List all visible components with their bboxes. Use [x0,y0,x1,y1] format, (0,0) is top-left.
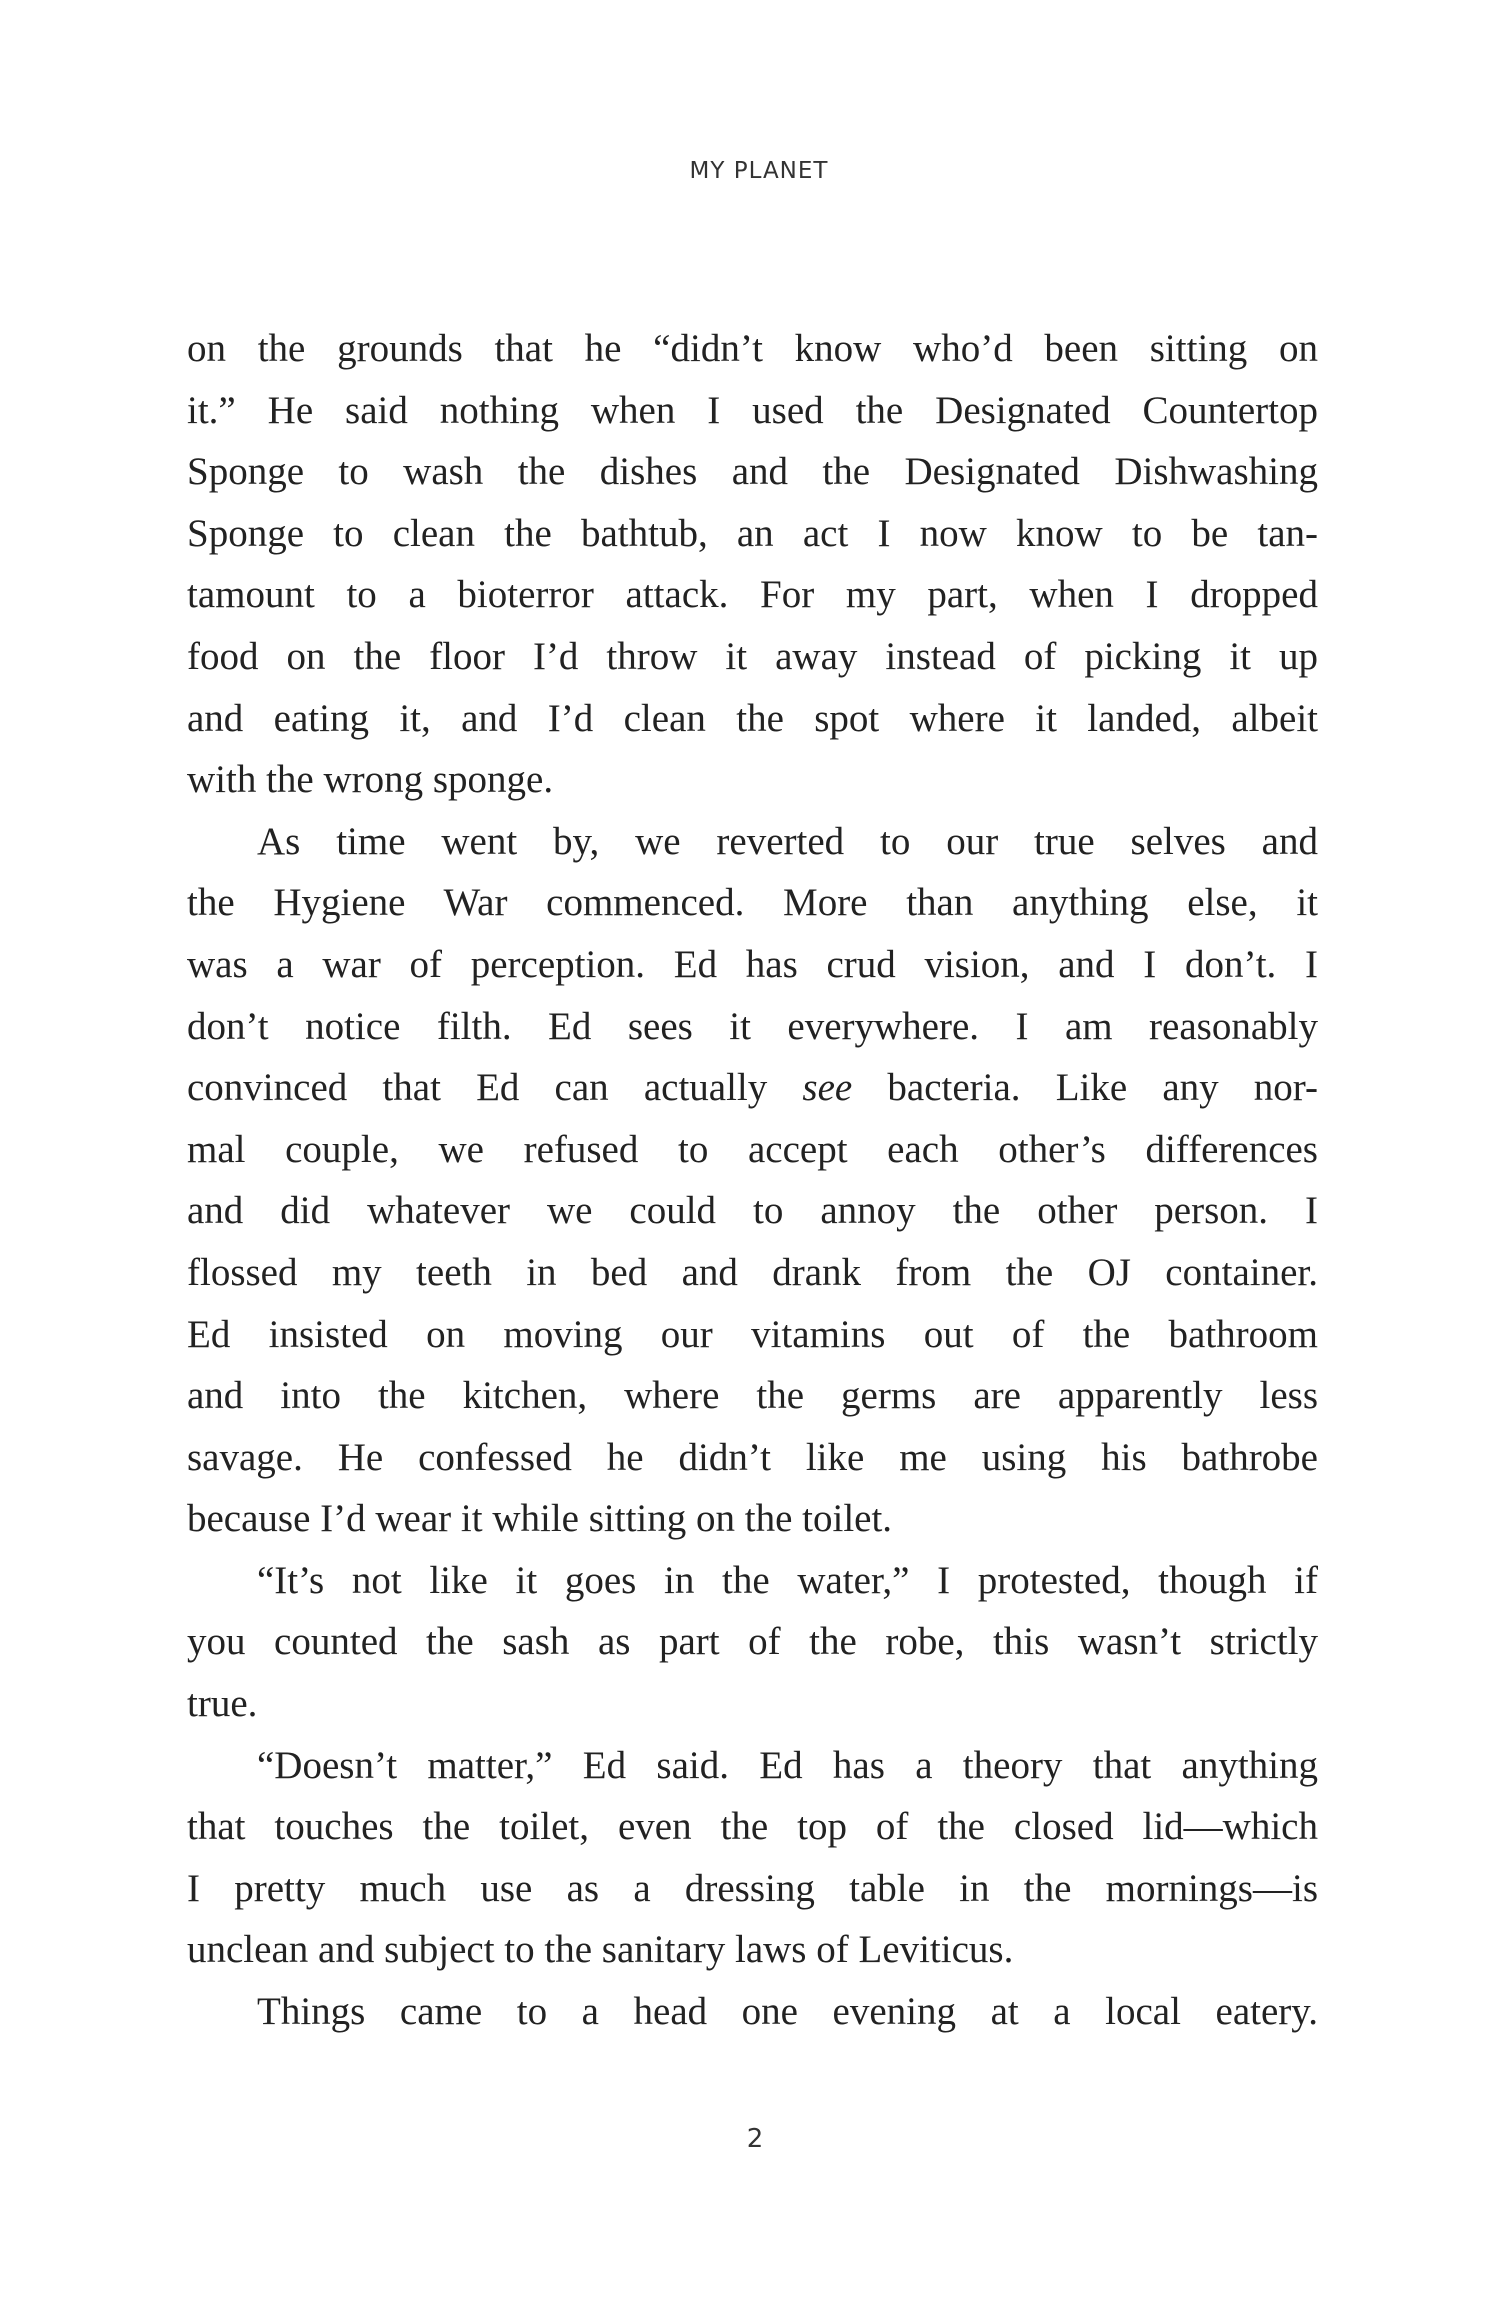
text-line-content: it.” He said nothing when I used the Designated Countertop [187,388,1318,432]
text-line-content: you counted the sash as part of the robe, this wasn’t strictly [187,1620,1318,1664]
text-line-content: on the grounds that he “didn’t know who’d been sitting on [187,327,1318,370]
text-line-content: “It’s not like it goes in the water,” I protested, though if [257,1558,1318,1602]
text-line [187,872,1318,934]
text-line [187,1304,1318,1366]
text-line [187,1858,1318,1920]
text-line-content: mal couple, we refused to accept each other’s differences [187,1127,1318,1171]
text-line [187,749,1318,811]
text-line [187,1242,1318,1304]
running-header: MY PLANET [689,158,829,184]
text-line-content: Things came to a head one evening at a local eatery. [257,1990,1318,2034]
text-line-content: “Doesn’t matter,” Ed said. Ed has a theory that anything [257,1743,1318,1787]
text-line [187,441,1318,503]
text-line [187,1427,1318,1489]
text-line-content: and into the kitchen, where the germs are apparently less [187,1374,1318,1418]
text-line-content: bacteria. Like any nor- [852,1066,1318,1110]
text-line [187,1673,1318,1735]
text-line-content: with the wrong sponge. [187,758,554,802]
text-line-content: was a war of perception. Ed has crud vision, and I don’t. I [187,942,1318,986]
text-line [187,626,1318,688]
text-line [187,1119,1318,1181]
body-text [187,318,1318,2043]
text-line-content: because I’d wear it while sitting on the toilet. [187,1497,893,1541]
text-line [187,934,1318,996]
text-line [187,1488,1318,1550]
text-line [187,1180,1318,1242]
text-line-content: that touches the toilet, even the top of the closed lid—which [187,1805,1318,1849]
text-line-content: unclean and subject to the sanitary laws of Leviticus. [187,1928,1014,1972]
text-line [187,1550,1318,1612]
text-line-content: convinced that Ed can actually [187,1066,803,1110]
text-line [187,503,1318,565]
text-line [187,564,1318,626]
text-line [187,688,1318,750]
text-line [187,1796,1318,1858]
text-line-content: savage. He confessed he didn’t like me using his bathrobe [187,1435,1318,1479]
text-line [187,811,1318,873]
text-line [187,1981,1318,2043]
text-line [187,1735,1318,1797]
text-line [187,996,1318,1058]
text-line-content: I pretty much use as a dressing table in the mornings—is [187,1866,1318,1910]
text-line-content: and eating it, and I’d clean the spot where it landed, albeit [187,696,1318,740]
italic-emphasis: see [802,1066,853,1110]
text-line-content: As time went by, we reverted to our true selves and [257,819,1318,863]
text-line [187,1365,1318,1427]
text-line-content: Ed insisted on moving our vitamins out of the bathroom [187,1312,1318,1356]
page-number: 2 [746,2124,764,2154]
text-line-content: flossed my teeth in bed and drank from the OJ container. [187,1250,1318,1294]
text-line [187,380,1318,442]
text-line-content: the Hygiene War commenced. More than anything else, it [187,881,1318,925]
text-line [187,1919,1318,1981]
text-line [187,1611,1318,1673]
text-line-content: Sponge to wash the dishes and the Designated Dishwashing [187,450,1318,494]
text-line-content: and did whatever we could to annoy the other person. I [187,1189,1318,1233]
text-line [187,1057,1318,1119]
text-line-content: Sponge to clean the bathtub, an act I now know to be tan- [187,511,1318,555]
text-line [187,318,1318,380]
text-line-content: don’t notice filth. Ed sees it everywhere. I am reasonably [187,1004,1318,1048]
text-line-content: tamount to a bioterror attack. For my part, when I dropped [187,573,1318,617]
text-line-content: true. [187,1682,258,1726]
text-line-content: food on the floor I’d throw it away instead of picking it up [187,634,1318,678]
